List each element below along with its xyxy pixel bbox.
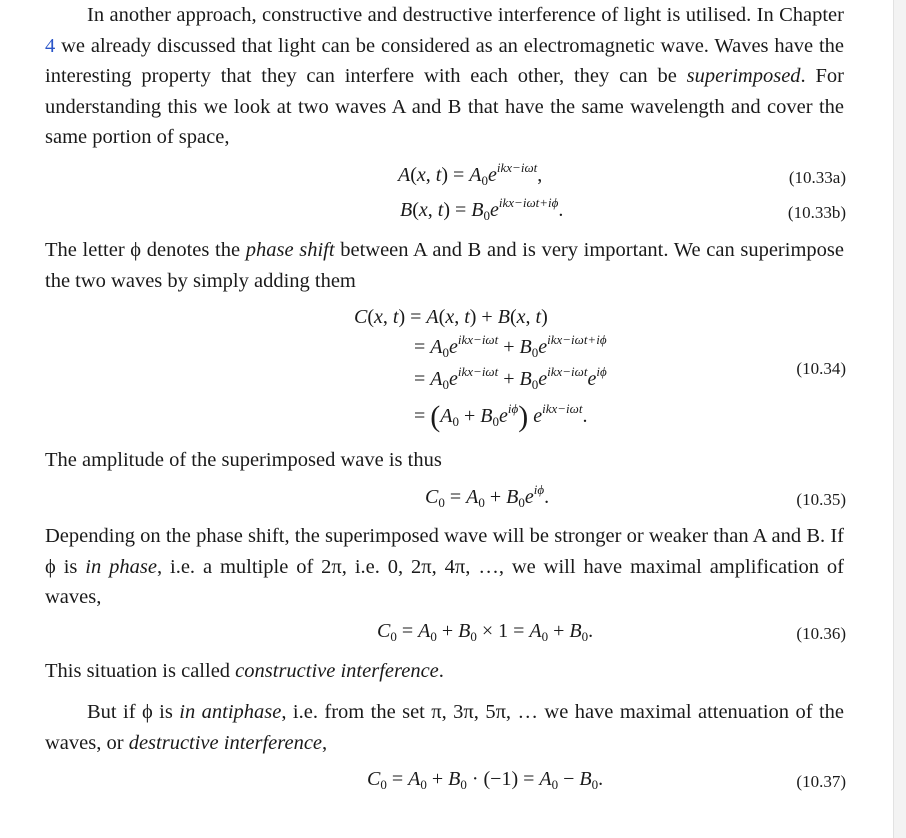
paragraph-amplitude: The amplitude of the superimposed wave is thus <box>45 449 442 471</box>
equation-10-34-line4: = $(A_0 + B_0e^{i\phi})$ $e^{ikx-i\omega t}$. <box>414 400 588 433</box>
chapter-link[interactable]: 4 <box>45 34 56 57</box>
paragraph-constructive: This situation is called constructive interference. <box>45 660 444 682</box>
paragraph-intro: In another approach, constructive and destructive interference of light is utilised. In Chapter 4 we already discussed that light can be considered as an electromagnetic wave. Waves have the interesting property that they can interfere with each other, they can be superimposed. For understanding this we look at two waves A and B that have the same wavelength and cover the same portion of space, <box>45 4 845 148</box>
equation-10-37: $C_0 = A_0 + B_0 \cdot (-1) = A_0 - B_0$. <box>367 768 604 792</box>
equation-10-33a: A(x, $t) = A_0e^{ikx-i\omega t}$, <box>398 160 543 188</box>
equation-number-10-34: (10.34) <box>796 359 846 378</box>
equation-number-10-35: (10.35) <box>796 490 846 509</box>
equation-number-10-33a: (10.33a) <box>788 168 846 187</box>
paragraph-antiphase: But if ϕ is in antiphase, i.e. from the set π, 3π, 5π, … we have maximal attenuation of the waves, or destructive interference, <box>45 701 845 754</box>
equation-10-34-line2: = $A_0e^{ikx-i\omega t} + B_0e^{ikx-i\omega t+i\phi}$ <box>414 332 607 360</box>
equation-number-10-37: (10.37) <box>796 772 846 791</box>
equation-10-36: $C_0 = A_0 + B_0 \times 1 = A_0 + B_0$. <box>377 620 594 644</box>
equation-10-34-line1: C(x, t) = A(x, t) + B(x, t) <box>354 306 548 328</box>
paragraph-in-phase: Depending on the phase shift, the superimposed wave will be stronger or weaker than A and B. If ϕ is in phase, i.e. a multiple of 2π, i.e. 0, 2π, 4π, …, we will have maximal amplification of waves, <box>45 525 844 608</box>
equation-number-10-33b: (10.33b) <box>787 203 846 222</box>
paragraph-phase-shift: The letter ϕ denotes the phase shift between A and B and is very important. We can superimpose the two waves by simply adding them <box>45 239 844 292</box>
page-edge-scrollbar[interactable] <box>893 0 906 838</box>
equation-10-34-line3: = $A_0e^{ikx-i\omega t} + B_0e^{ikx-i\omega t}e^{i\phi}$ <box>414 364 607 392</box>
equation-10-33b: B(x, $t) = B_0e^{ikx-i\omega t+i\phi}$. <box>400 195 564 223</box>
equation-10-35: $C_0 = A_0 + B_0e^{i\phi}$. <box>425 482 550 510</box>
equation-number-10-36: (10.36) <box>796 624 846 643</box>
